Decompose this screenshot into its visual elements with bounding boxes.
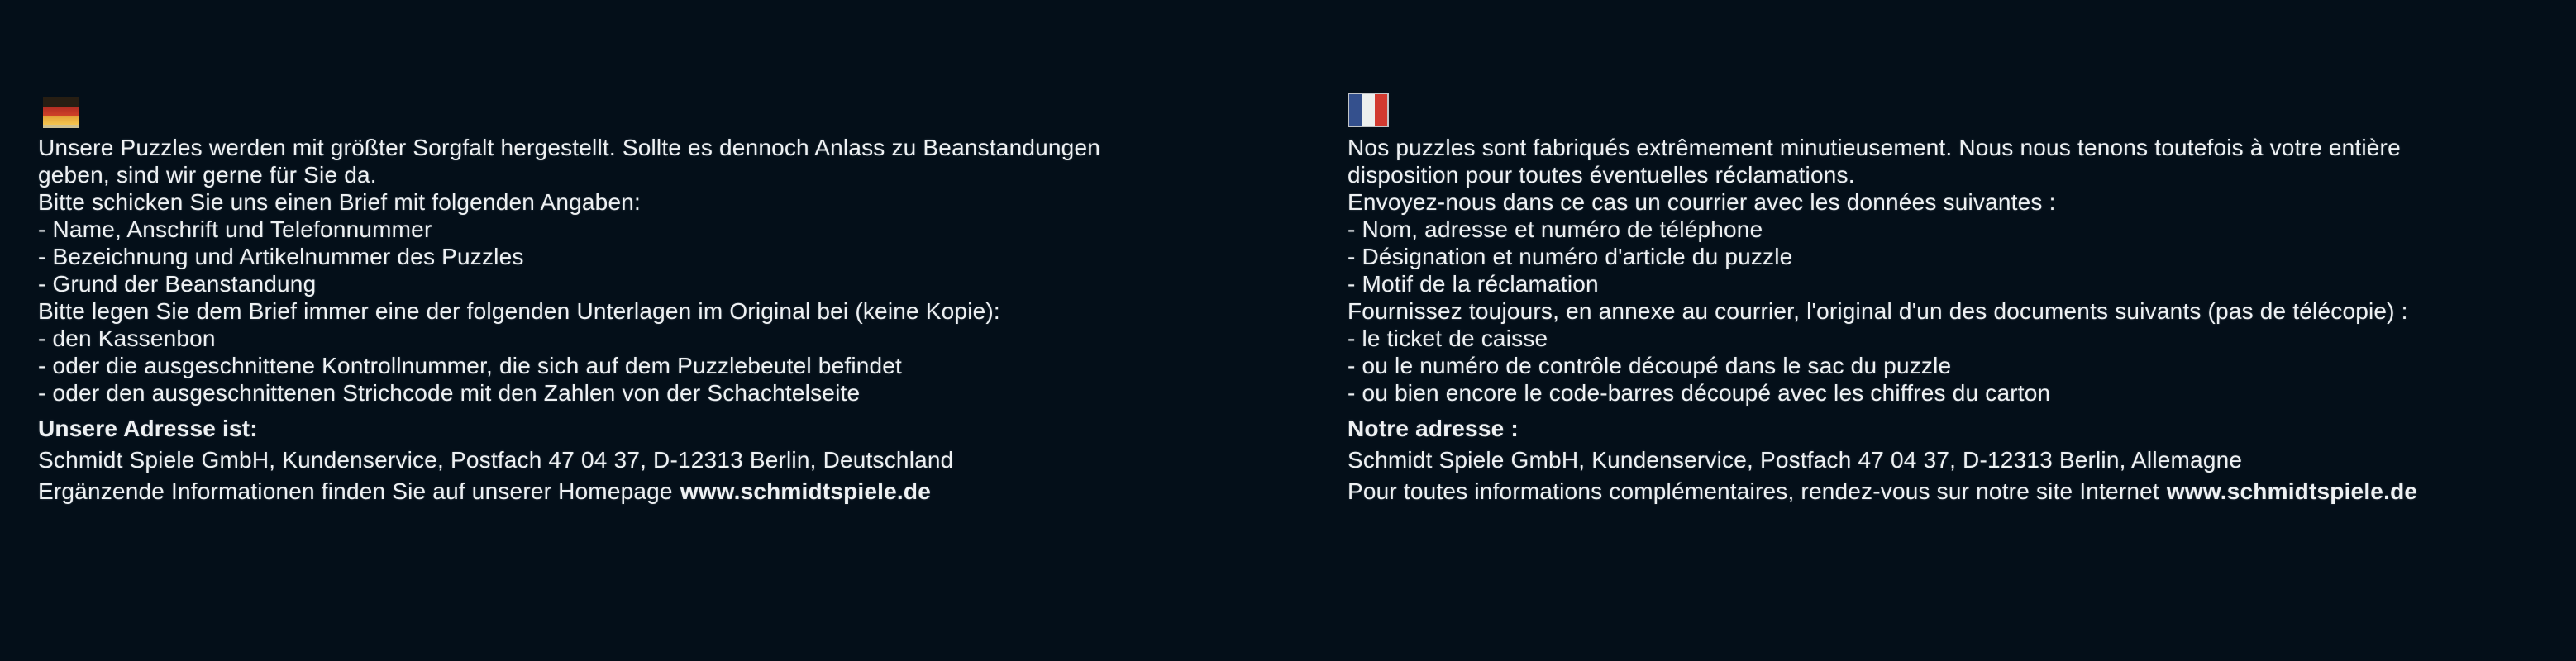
french-text-block [1348,93,2417,507]
homepage-line [38,476,1100,507]
text-line: - den Kassenbon [38,326,216,351]
address-heading: Notre adresse : [1348,416,1519,441]
french-address-block [1348,413,2417,507]
text-line: Envoyez-nous dans ce cas un courrier avec les données suivantes : [1348,189,2056,215]
text-line: - ou le numéro de contrôle découpé dans le sac du puzzle [1348,353,1952,378]
french-flag-red-stripe [1375,94,1387,126]
text-line: Bitte legen Sie dem Brief immer eine der folgenden Unterlagen im Original bei (keine Kopie): [38,298,1000,324]
text-line: disposition pour toutes éventuelles réclamations. [1348,162,1855,188]
text-line: - Désignation et numéro d'article du puzzle [1348,244,1793,269]
text-line: Fournissez toujours, en annexe au courrier, l'original d'un des documents suivants (pas de télécopie) : [1348,298,2408,324]
homepage-prefix: Ergänzende Informationen finden Sie auf unserer Homepage [38,478,673,504]
french-flag-white-stripe [1362,94,1374,126]
address-line: Schmidt Spiele GmbH, Kundenservice, Postfach 47 04 37, D-12313 Berlin, Allemagne [1348,447,2243,473]
address-heading: Unsere Adresse ist: [38,416,258,441]
homepage-line [1348,476,2417,507]
german-address-block [38,413,1100,507]
text-line: - oder die ausgeschnittene Kontrollnummer, die sich auf dem Puzzlebeutel befindet [38,353,903,378]
text-line: - Bezeichnung und Artikelnummer des Puzzles [38,244,524,269]
text-line: geben, sind wir gerne für Sie da. [38,162,377,188]
homepage-url: www.schmidtspiele.de [2166,478,2418,504]
text-line: - Motif de la réclamation [1348,271,1599,297]
text-line: - le ticket de caisse [1348,326,1548,351]
text-line: Nos puzzles sont fabriqués extrêmement minutieusement. Nous nous tenons toutefois à votre entière [1348,135,2401,160]
text-line: - oder den ausgeschnittenen Strichcode mit den Zahlen von der Schachtelseite [38,380,861,406]
text-line: - Nom, adresse et numéro de téléphone [1348,216,1763,242]
homepage-url: www.schmidtspiele.de [680,478,931,504]
text-line: Unsere Puzzles werden mit größter Sorgfalt hergestellt. Sollte es dennoch Anlass zu Beanstandungen [38,135,1100,160]
german-flag-gold-stripe [43,116,79,125]
text-line: - ou bien encore le code-barres découpé avec les chiffres du carton [1348,380,2051,406]
german-flag-red-stripe [43,107,79,116]
german-text-block [38,93,1100,507]
french-section [1348,93,2417,507]
german-flag-black-stripe [43,97,79,107]
text-line: Bitte schicken Sie uns einen Brief mit folgenden Angaben: [38,189,641,215]
german-section [38,93,1100,507]
french-flag-blue-stripe [1349,94,1362,126]
homepage-prefix: Pour toutes informations complémentaires, rendez-vous sur notre site Internet [1348,478,2159,504]
text-line: - Grund der Beanstandung [38,271,317,297]
address-line: Schmidt Spiele GmbH, Kundenservice, Postfach 47 04 37, D-12313 Berlin, Deutschland [38,447,954,473]
french-flag-icon [1348,93,1389,127]
text-line: - Name, Anschrift und Telefonnummer [38,216,432,242]
german-flag-icon [43,97,79,128]
